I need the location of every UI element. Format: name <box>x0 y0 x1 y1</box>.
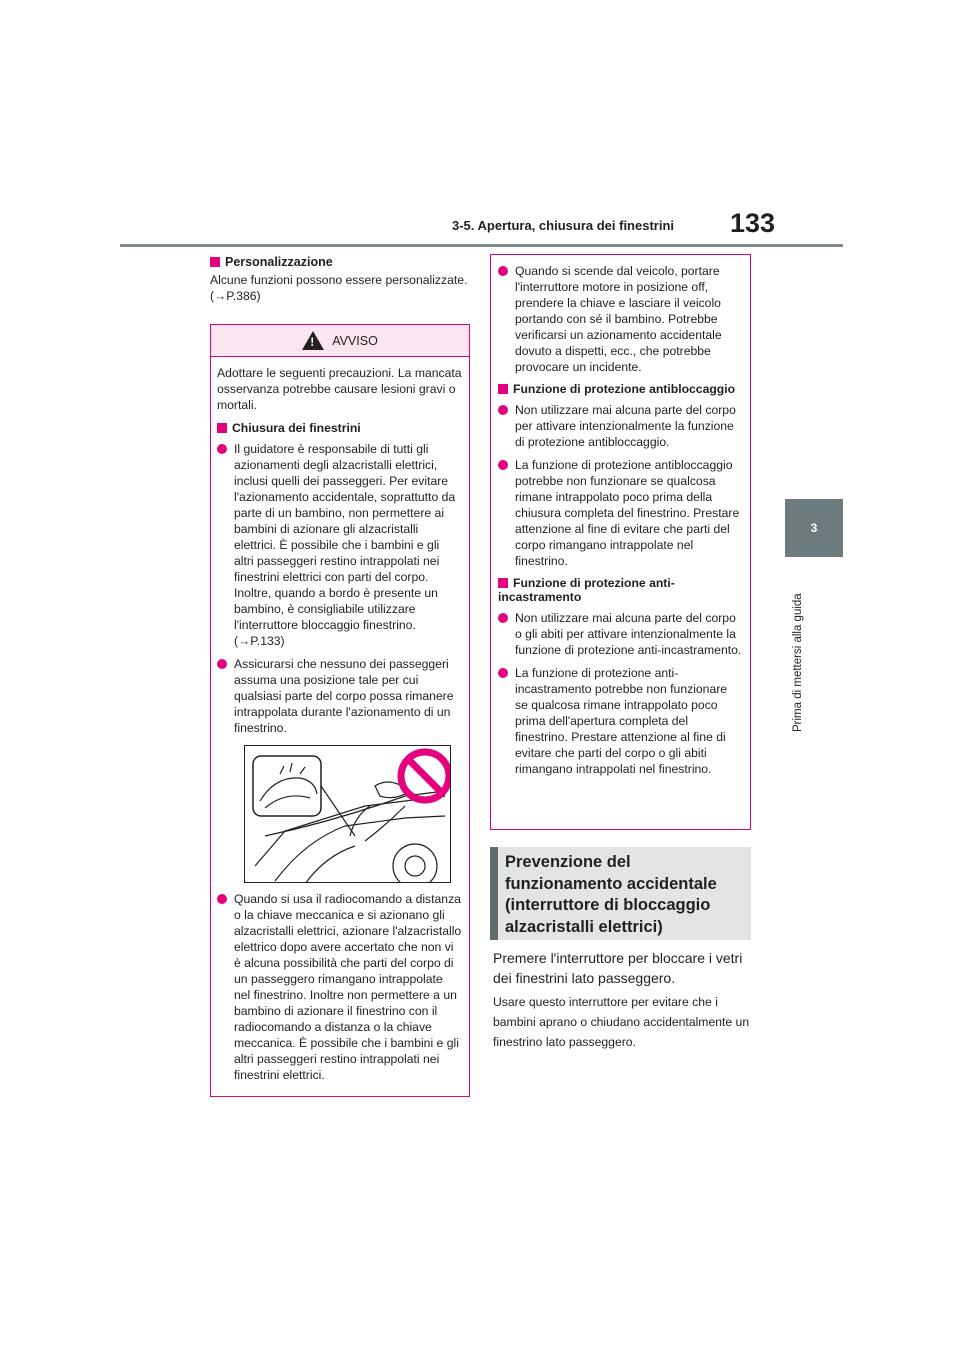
list-item: Non utilizzare mai alcuna parte del corpo o gli abiti per attivare intenzionalmente la funzione di protezione anti-incastramento. <box>498 610 743 658</box>
square-bullet-icon <box>217 423 227 433</box>
intro-block <box>210 255 468 304</box>
square-bullet-icon <box>498 578 508 588</box>
bullet-dot-icon <box>217 894 227 904</box>
section-heading: Prevenzione del funzionamento accidentale (interruttore di bloccaggio alzacristalli elettrici) <box>505 853 717 936</box>
warning-box <box>210 324 470 1097</box>
intro-text: Alcune funzioni possono essere personalizzate. (→P.386) <box>210 273 468 303</box>
list-item: La funzione di protezione antibloccaggio potrebbe non funzionare se qualcosa rimane intrappolato poco prima della chiusura completa del finestrino. Prestare attenzione al fine di evitare che parti del corpo rimangano intrappolate nel finestrino. <box>498 457 743 569</box>
chapter-label: Prima di mettersi alla guida <box>792 593 804 732</box>
chapter-number: 3 <box>810 521 818 535</box>
window-pinch-illustration <box>244 745 451 883</box>
list-item: Il guidatore è responsabile di tutti gli azionamenti degli alzacristalli elettrici, inclusi quelli dei passeggeri. Per evitare l'azionamento accidentale, soprattutto da parte di un bambino, non permettere ai bambini di azionare gli alzacristalli elettrici. È possibile che i bambini e gli altri passeggeri restino intrappolati nei finestrini elettrici con parti del corpo. Inoltre, quando a bordo è presente un bambino, è consigliabile utilizzare l'interruttore bloccaggio finestrino. (→P.133) <box>217 441 462 649</box>
header-rule <box>120 244 843 247</box>
warning-subheading: Funzione di protezione antibloccaggio <box>513 382 736 396</box>
square-bullet-icon <box>498 384 508 394</box>
list-item: La funzione di protezione anti-incastramento potrebbe non funzionare se qualcosa rimane intrappolato poco prima dell'apertura completa del finestrino. Prestare attenzione al fine di evitare che parti del corpo o gli abiti rimangano intrappolati nel finestrino. <box>498 665 743 777</box>
square-bullet-icon <box>210 257 220 267</box>
list-item: Non utilizzare mai alcuna parte del corpo per attivare intenzionalmente la funzione di protezione antibloccaggio. <box>498 402 743 450</box>
warning-subheading: Chiusura dei finestrini <box>232 421 361 435</box>
section-title: 3-5. Apertura, chiusura dei finestrini <box>452 218 675 233</box>
warning-box-continued <box>490 254 751 830</box>
warning-triangle-icon <box>302 331 324 350</box>
bullet-dot-icon <box>498 668 508 678</box>
bullet-dot-icon <box>217 444 227 454</box>
warning-label: AVVISO <box>332 333 378 348</box>
page-number: 133 <box>730 208 776 238</box>
illustration-drawing <box>245 746 451 883</box>
warning-subheading: Funzione di protezione anti-incastramento <box>498 576 675 604</box>
section-lead: Premere l'interruttore per bloccare i vetri dei finestrini lato passeggero. <box>493 950 743 986</box>
list-item: Assicurarsi che nessuno dei passeggeri assuma una posizione tale per cui qualsiasi parte del corpo possa rimanere intrappolata durante l'azionamento di un finestrino. <box>217 656 462 736</box>
warning-intro: Adottare le seguenti precauzioni. La mancata osservanza potrebbe causare lesioni gravi o mortali. <box>217 366 462 412</box>
warning-header <box>211 325 469 357</box>
section-heading-box <box>490 847 751 940</box>
intro-heading: Personalizzazione <box>225 255 333 269</box>
chapter-tab[interactable] <box>785 499 843 557</box>
bullet-dot-icon <box>498 613 508 623</box>
bullet-dot-icon <box>498 266 508 276</box>
bullet-dot-icon <box>498 460 508 470</box>
bullet-dot-icon <box>498 405 508 415</box>
list-item: Quando si usa il radiocomando a distanza o la chiave meccanica e si azionano gli alzacristalli elettrici, azionare l'alzacristallo elettrico dopo avere accertato che non vi è alcuna possibilità che parti del corpo di un passeggero rimangano intrappolate nel finestrino. Inoltre non permettere a un bambino di azionare il finestrino con il radiocomando a distanza o la chiave meccanica. È possibile che i bambini e gli altri passeggeri restino intrappolati nei finestrini elettrici. <box>217 891 462 1083</box>
section-body: Usare questo interruttore per evitare che i bambini aprano o chiudano accidentalmente un finestrino lato passeggero. <box>493 995 750 1049</box>
bullet-dot-icon <box>217 659 227 669</box>
list-item: Quando si scende dal veicolo, portare l'interruttore motore in posizione off, prendere la chiave e lasciare il veicolo portando con sé il bambino. Potrebbe verificarsi un azionamento accidentale dovuto a dispetti, ecc., che potrebbe provocare un incidente. <box>498 263 743 375</box>
